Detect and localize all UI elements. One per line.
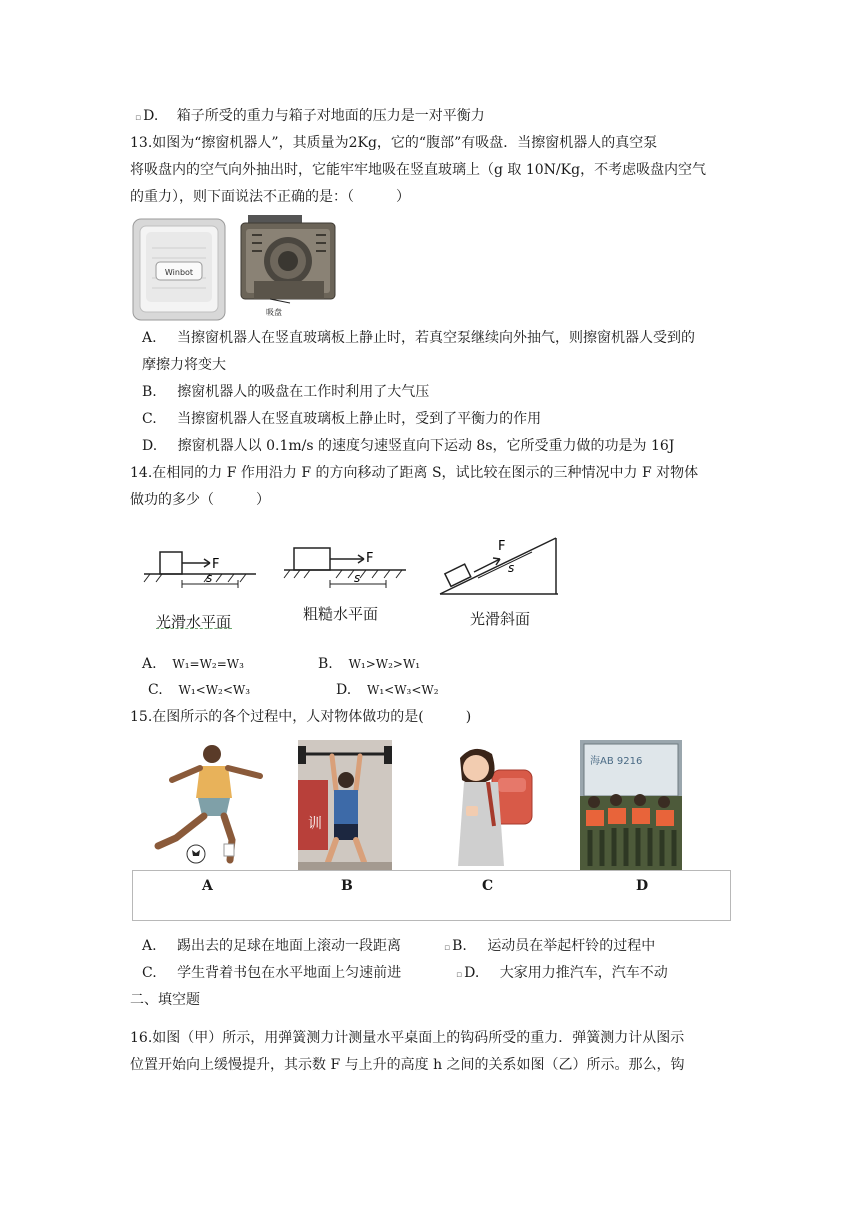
q15-option-d-label: D. [464,965,480,981]
paragraph-mark: ▫ [456,970,463,980]
q14-stem-line2: 做功的多少（ ） [130,492,270,508]
q15-option-a-label: A. [142,938,157,954]
q14-stem-line1: 14.在相同的力 F 作用沿力 F 的方向移动了距离 S，试比较在图示的三种情况中力 F 对物体 [130,465,699,481]
q15-option-c-text: 学生背着书包在水平地面上匀速前进 [177,965,402,981]
q12-option-d-text: 箱子所受的重力与箱子对地面的压力是一对平衡力 [176,108,485,124]
q14-option-a-label: A. [142,656,157,672]
q14-option-a-text: W₁=W₂=W₃ [172,657,244,671]
q16-stem-line1: 16.如图（甲）所示，用弹簧测力计测量水平桌面上的钩码所受的重力．弹簧测力计从图示 [130,1030,685,1046]
force-label: F [212,557,220,572]
q14-option-b [318,654,420,674]
q15-option-b [444,936,655,958]
paragraph-mark: ▫ [444,943,451,953]
picture-label-a: A [202,878,213,894]
q13-option-b-text: 擦窗机器人的吸盘在工作时利用了大气压 [177,384,430,400]
q15-option-c-label: C. [142,965,157,981]
q14-option-c-label: C. [148,682,163,698]
q15-option-c [142,963,401,983]
q15-option-a [142,936,401,956]
q15-option-d [456,963,668,985]
q12-option-d [135,106,485,128]
spellcheck-underline [156,628,232,629]
q15-option-b-label: B. [452,938,467,954]
q14-option-c-text: W₁<W₂<W₃ [178,683,251,697]
weightlifter-image [298,740,392,870]
schoolgirl-backpack-image [438,740,548,870]
soccer-player-image [146,740,272,866]
robot-brand-text: Winbot [164,268,194,277]
gym-wall-text: 训 [308,816,322,832]
q13-option-a-label: A. [142,330,157,346]
truck-plate-text: 海AB 9216 [590,756,643,767]
q14-option-b-text: W₁>W₂>W₁ [348,657,421,671]
pushing-truck-image [580,740,682,870]
q12-option-d-label: D. [143,108,159,124]
q13-option-d-label: D. [142,438,158,454]
q15-option-d-text: 大家用力推汽车，汽车不动 [499,965,668,981]
window-robot-front-image [132,218,226,321]
figure-caption-smooth-horizontal: 光滑水平面 [156,613,232,631]
q15-stem: 15.在图所示的各个过程中，人对物体做功的是( ) [130,709,472,725]
q16-stem-line2: 位置开始向上缓慢提升，其示数 F 与上升的高度 h 之间的关系如图（乙）所示。那么，钩 [130,1057,685,1073]
q14-option-d-text: W₁<W₃<W₂ [367,683,439,697]
figure-caption-smooth-incline: 光滑斜面 [470,610,531,628]
q14-option-d-label: D. [336,682,352,698]
section-title: 二、填空题 [130,992,200,1008]
q13-option-a-cont: 摩擦力将变大 [142,357,226,373]
picture-label-d: D [636,878,649,894]
picture-label-b: B [341,878,353,894]
smooth-horizontal-diagram [140,540,260,590]
distance-label: s [206,571,213,585]
q13-option-c [142,409,541,429]
q13-stem-line1: 13.如图为“擦窗机器人”，其质量为2Kg，它的“腹部”有吸盘．当擦窗机器人的真空泵 [130,135,658,151]
figure-caption-rough-horizontal: 粗糙水平面 [303,605,379,623]
force-label: F [498,539,506,554]
q13-option-b [142,382,429,402]
q15-option-b-text: 运动员在举起杆铃的过程中 [487,938,656,954]
distance-label: s [354,571,361,585]
window-robot-bottom-image [240,215,338,323]
sucker-label: 吸盘 [266,308,282,317]
paragraph-mark: ▫ [135,113,142,123]
q13-option-c-text: 当擦窗机器人在竖直玻璃板上静止时，受到了平衡力的作用 [177,411,542,427]
rough-horizontal-diagram [282,538,408,590]
distance-label: s [508,561,515,575]
q13-stem-line3: 的重力），则下面说法不正确的是：（ ） [130,189,410,205]
q14-option-c [148,680,250,700]
q13-stem-line2: 将吸盘内的空气向外抽出时，它能牢牢地吸在竖直玻璃上（g 取 10N/Kg，不考虑吸盘内空气 [130,162,707,178]
q14-option-b-label: B. [318,656,333,672]
q13-option-c-label: C. [142,411,157,427]
q13-option-d-text: 擦窗机器人以 0.1m/s 的速度匀速竖直向下运动 8s，它所受重力做的功是为 16J [177,438,675,454]
q13-option-d [142,436,674,456]
q15-option-a-text: 踢出去的足球在地面上滚动一段距离 [177,938,402,954]
q13-option-a-text: 当擦窗机器人在竖直玻璃板上静止时，若真空泵继续向外抽气，则擦窗机器人受到的 [177,330,696,346]
q14-option-d [336,680,439,700]
picture-label-c: C [482,878,494,894]
smooth-incline-diagram [436,532,562,602]
force-label: F [366,551,374,566]
q13-option-a [142,328,695,348]
q14-option-a [142,654,244,674]
q13-option-b-label: B. [142,384,157,400]
